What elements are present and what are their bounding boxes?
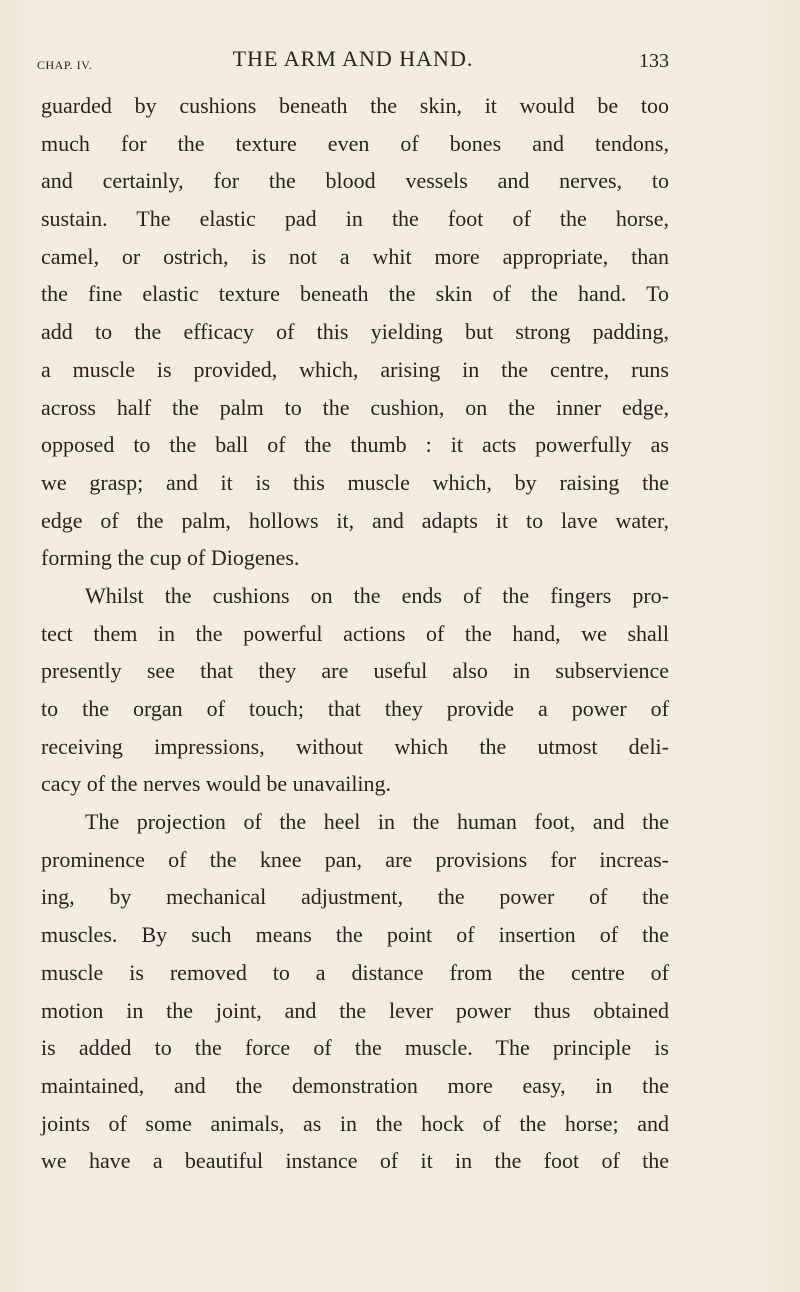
text-line: to the organ of touch; that they provide a power of [41,696,669,721]
text-line: joints of some animals, as in the hock of the horse; and [41,1110,669,1136]
text-line: guarded by cushions beneath the skin, it would be too [41,93,669,118]
text-line: the fine elastic texture beneath the skin of the hand. To [41,281,669,307]
chapter-label: CHAP. IV. [37,58,93,72]
text-line: edge of the palm, hollows it, and adapts it to lave water, [41,507,669,533]
page-number: 133 [639,50,669,72]
text-line: and certainly, for the blood vessels and nerves, to [41,168,669,194]
text-line: muscle is removed to a distance from the centre of [41,959,669,985]
text-line: muscles. By such means the point of insertion of the [41,922,669,948]
text-line: is added to the force of the muscle. The principle is [41,1035,669,1061]
text-line: ing, by mechanical adjustment, the power of the [41,884,669,910]
text-line: forming the cup of Diogenes. [41,545,300,571]
body-text [41,87,669,1180]
text-line: prominence of the knee pan, are provisions for increas- [41,846,669,872]
text-line: maintained, and the demonstration more easy, in the [41,1072,669,1098]
running-head [37,46,669,76]
text-line: presently see that they are useful also in subservience [41,658,669,684]
text-line: a muscle is provided, which, arising in the centre, runs [41,356,669,382]
text-line: add to the efficacy of this yielding but strong padding, [41,319,669,345]
text-line: we have a beautiful instance of it in the foot of the [41,1148,669,1174]
text-line: receiving impressions, without which the utmost deli- [41,733,669,759]
text-line: much for the texture even of bones and tendons, [41,130,669,156]
text-line: we grasp; and it is this muscle which, by raising the [41,469,669,495]
running-title: THE ARM AND HAND. [232,46,474,71]
text-line: sustain. The elastic pad in the foot of the horse, [41,206,669,232]
text-line: tect them in the powerful actions of the hand, we shall [41,620,669,646]
text-line: camel, or ostrich, is not a whit more appropriate, than [41,243,669,269]
text-line: opposed to the ball of the thumb : it acts powerfully as [41,432,669,458]
text-line: across half the palm to the cushion, on the inner edge, [41,394,669,420]
text-line: motion in the joint, and the lever power thus obtained [41,997,669,1023]
text-line: The projection of the heel in the human foot, and the [85,809,669,835]
text-line: cacy of the nerves would be unavailing. [41,771,392,797]
text-line: Whilst the cushions on the ends of the fingers pro- [85,582,669,608]
